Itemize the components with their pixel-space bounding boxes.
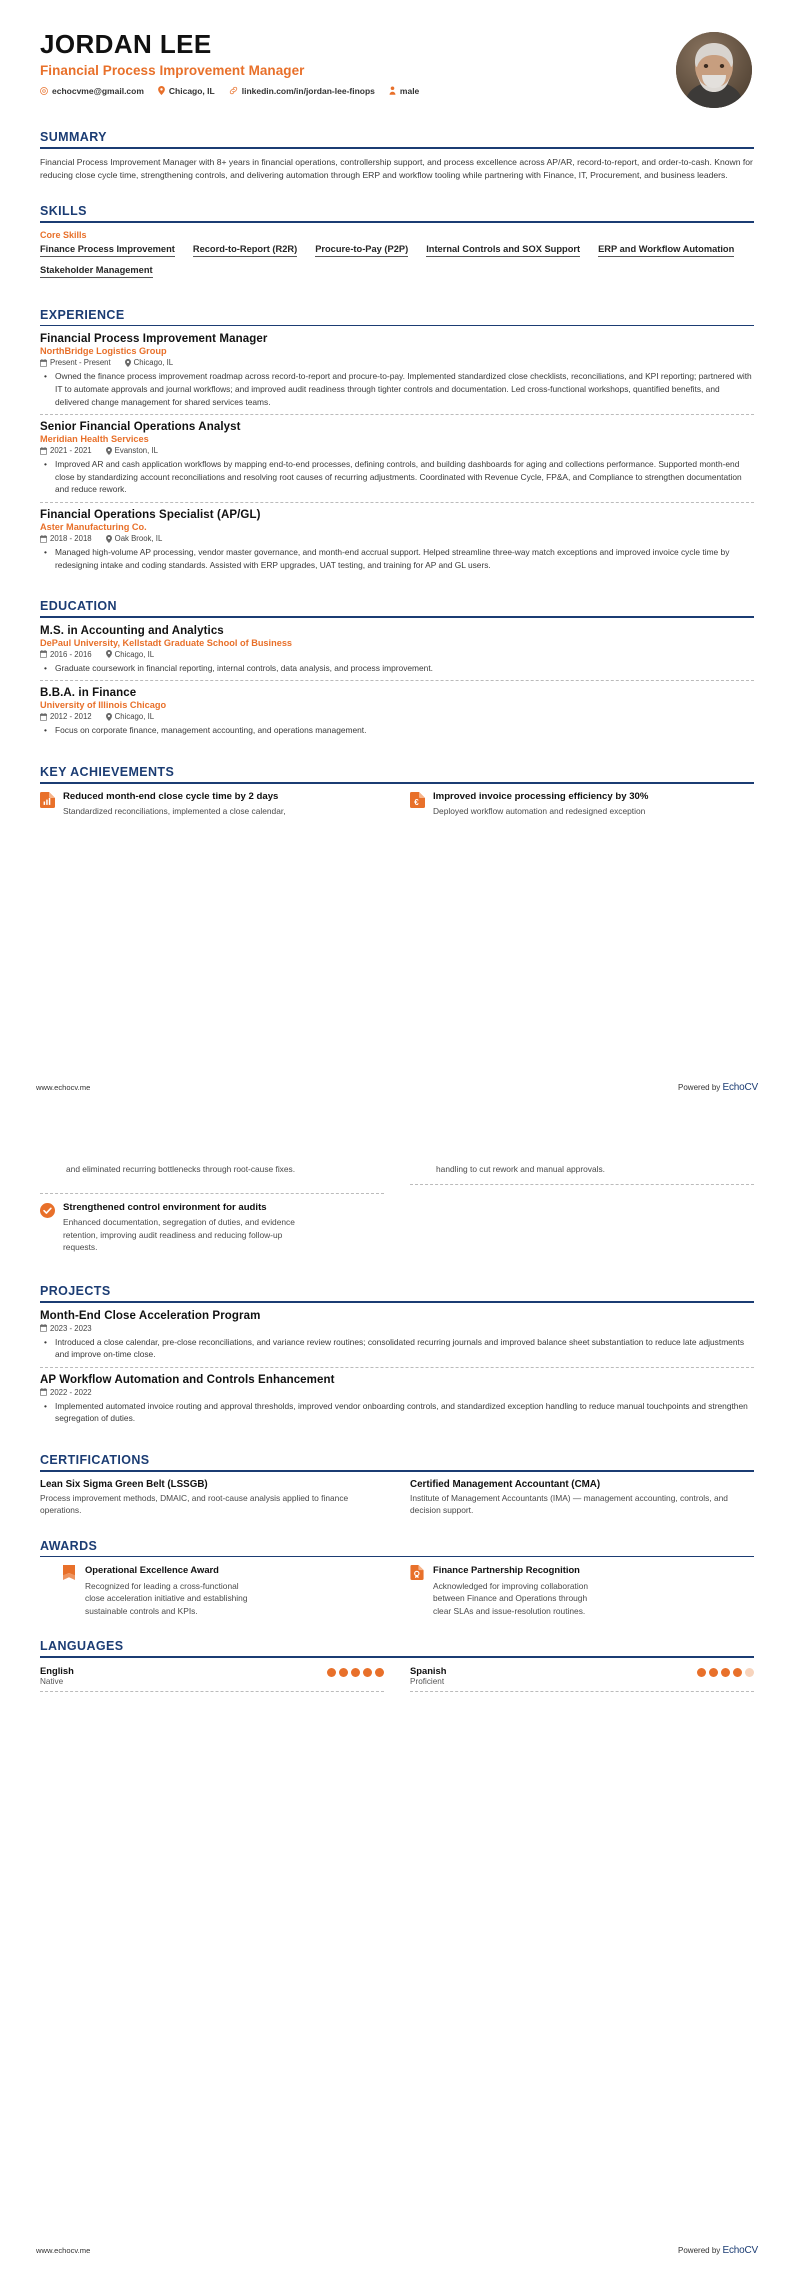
bullet-item [40, 1336, 754, 1361]
skills-group-label: Core Skills [40, 229, 87, 240]
bullet-dot: • [44, 547, 47, 558]
languages-grid [40, 1665, 754, 1692]
bullet-dot: • [44, 1400, 47, 1411]
entry-meta [40, 1324, 754, 1333]
section-rule [40, 1301, 754, 1303]
section-education [36, 599, 758, 743]
bullet-text: Managed high-volume AP processing, vendor master governance, and month-end accrual support. Helped streamline three-way match exceptions and improved invoice cycle time by redesigning intake and coding standards. Assisted with ERP upgrades, UAT testing, and training for AP and GL users. [55, 547, 730, 570]
entry-title: B.B.A. in Finance [40, 687, 137, 700]
calendar-icon [40, 535, 47, 543]
achievement-item-continued [410, 1163, 754, 1184]
avatar [676, 32, 752, 108]
contact-gender [389, 86, 419, 96]
section-skills [36, 204, 758, 286]
section-rule [40, 221, 754, 223]
person-icon [389, 86, 396, 95]
rating-dot-empty [745, 1668, 754, 1677]
location-pin-icon [158, 86, 165, 95]
achievement-desc-continued: and eliminated recurring bottlenecks through root-cause fixes. [66, 1164, 296, 1174]
bullet-dot: • [44, 459, 47, 470]
section-rule [40, 1656, 754, 1658]
entry-org: Meridian Health Services [40, 434, 149, 445]
achievement-body [433, 791, 754, 818]
achievement-desc: Deployed workflow automation and redesigned exception [433, 806, 646, 817]
entry-meta [40, 712, 754, 721]
entry-location [106, 650, 154, 659]
link-icon [229, 86, 238, 95]
education-entry [40, 625, 754, 681]
experience-entry [40, 333, 754, 414]
rating-dot-filled [697, 1668, 706, 1677]
calendar-icon [40, 650, 47, 658]
achievement-third-wrap [40, 1193, 384, 1262]
entry-title: AP Workflow Automation and Controls Enhancement [40, 1373, 335, 1386]
summary-text: Financial Process Improvement Manager with 8+ years in financial operations, controllership support, and process excellence across AP/AR, record-to-report, and order-to-cash. Known for reducing close cycle time, strengthening controls, and delivering automation through ERP and workflow tooling while partnering with Finance, IT, Procurement, and business leaders. [40, 156, 753, 180]
contact-gender-text: male [399, 85, 420, 96]
award-desc: Acknowledged for improving collaboration between Finance and Operations through clear SLAs and issue-resolution routines. [433, 1580, 589, 1616]
achievement-desc: Standardized reconciliations, implemented a close calendar, [63, 806, 286, 817]
language-name: English [40, 1664, 74, 1676]
entry-org: Aster Manufacturing Co. [40, 522, 147, 533]
project-entry [40, 1367, 754, 1431]
section-title-education: EDUCATION [40, 599, 117, 614]
entry-dates-text: 2012 - 2012 [50, 712, 92, 722]
section-title-key-achievements: KEY ACHIEVEMENTS [40, 765, 175, 780]
achievement-body [63, 1202, 384, 1254]
page-footer [36, 1082, 758, 1093]
project-entry [40, 1310, 754, 1367]
bullet-item [40, 370, 754, 408]
bullet-dot: • [44, 725, 47, 736]
contact-location [158, 86, 215, 96]
footer-brand-name: EchoCV [722, 1082, 758, 1093]
bullet-text: Introduced a close calendar, pre-close reconciliations, and variance review routines; consolidated recurring journals and improved balance sheet substantiation to reduce late adjustments and improve on-time close. [55, 1336, 745, 1360]
section-title-languages: LANGUAGES [40, 1639, 124, 1654]
entry-org: NorthBridge Logistics Group [40, 346, 167, 357]
certification-desc: Institute of Management Accountants (IMA) — management accounting, controls, and decision support. [410, 1492, 728, 1516]
language-name: Spanish [410, 1664, 447, 1676]
entry-location [106, 446, 158, 455]
bullet-item [40, 458, 754, 496]
chart-document-icon [40, 792, 55, 808]
language-item [40, 1665, 384, 1692]
entry-location [125, 358, 173, 367]
entry-dates [40, 712, 92, 721]
entry-location [106, 712, 154, 721]
contact-linkedin-text: linkedin.com/in/jordan-lee-finops [241, 85, 375, 96]
section-key-achievements-continued [36, 1163, 758, 1262]
section-title-experience: EXPERIENCE [40, 307, 125, 322]
section-rule [40, 325, 754, 327]
entry-meta [40, 358, 754, 367]
achievement-desc-continued: handling to cut rework and manual approvals. [436, 1164, 605, 1174]
skill-item: Procure-to-Pay (P2P) [315, 244, 408, 257]
location-pin-icon [106, 447, 112, 455]
language-info [410, 1665, 446, 1686]
section-languages [36, 1639, 758, 1692]
contact-email-text: echocvme@gmail.com [52, 85, 144, 96]
page-footer [36, 2245, 758, 2256]
location-pin-icon [106, 650, 112, 658]
entry-org: University of Illinois Chicago [40, 700, 167, 711]
contact-linkedin[interactable] [229, 86, 375, 96]
achievement-separator [40, 1193, 384, 1194]
section-rule [40, 147, 754, 149]
entry-bullets [40, 724, 754, 737]
calendar-icon [40, 359, 47, 367]
section-rule [40, 1470, 754, 1472]
footer-url[interactable]: www.echocv.me [36, 2246, 91, 2255]
bullet-item [40, 1400, 754, 1425]
section-rule [40, 1556, 754, 1558]
location-pin-icon [106, 713, 112, 721]
bullet-item [40, 724, 754, 737]
rating-dot-filled [709, 1668, 718, 1677]
achievements-grid [40, 791, 754, 826]
award-title: Operational Excellence Award [85, 1564, 219, 1576]
skill-item: Record-to-Report (R2R) [193, 244, 297, 257]
entry-meta [40, 534, 754, 543]
language-item [410, 1665, 754, 1692]
skill-item: Finance Process Improvement [40, 244, 175, 257]
svg-text:€: € [414, 797, 419, 807]
entry-dates-text: 2021 - 2021 [50, 446, 92, 456]
calendar-icon [40, 447, 47, 455]
achievement-item [40, 1202, 384, 1262]
section-title-awards: AWARDS [40, 1538, 98, 1553]
entry-bullets [40, 1400, 754, 1425]
certification-item [40, 1479, 384, 1517]
section-title-skills: SKILLS [40, 204, 87, 219]
skill-item: Internal Controls and SOX Support [426, 244, 580, 257]
section-awards [36, 1539, 758, 1618]
award-item [40, 1564, 384, 1617]
footer-powered-by-label: Powered by [678, 1083, 721, 1092]
bullet-text: Focus on corporate finance, management accounting, and operations management. [55, 725, 367, 736]
bullet-text: Graduate coursework in financial reporting, internal controls, data analysis, and process improvement. [55, 662, 433, 673]
entry-dates [40, 650, 92, 659]
achievement-title: Strengthened control environment for audits [63, 1201, 267, 1213]
achievement-item-continued [40, 1163, 384, 1184]
achievement-body [63, 791, 384, 818]
location-pin-icon [125, 359, 131, 367]
contact-location-text: Chicago, IL [168, 85, 215, 96]
entry-location-text: Oak Brook, IL [114, 534, 163, 544]
section-projects [36, 1284, 758, 1431]
entry-bullets [40, 662, 754, 675]
resume-page-1 [0, 0, 794, 1123]
achievement-item [40, 791, 384, 826]
entry-dates-text: 2022 - 2022 [50, 1387, 92, 1397]
entry-dates-text: 2018 - 2018 [50, 534, 92, 544]
skills-list [40, 244, 754, 286]
section-title-summary: SUMMARY [40, 130, 107, 144]
award-item [410, 1564, 754, 1617]
awards-grid [40, 1564, 754, 1617]
entry-location-text: Chicago, IL [114, 712, 155, 722]
language-rating-dots [327, 1665, 384, 1677]
bullet-text: Owned the finance process improvement roadmap across record-to-report and procure-to-pay. Implemented standardized close checklists, reconciliations, and KPI reporting; partnered with IT to automate approvals and journal workflows; and improved audit readiness through tighter controls and documentation. Led cross-functional workshops, quantified benefits, and delivered change management for shared services teams. [55, 371, 752, 407]
skill-item: ERP and Workflow Automation [598, 244, 734, 257]
entry-title: M.S. in Accounting and Analytics [40, 624, 224, 637]
award-body [85, 1564, 255, 1617]
rating-dot-filled [327, 1668, 336, 1677]
experience-entry [40, 414, 754, 502]
rating-dot-filled [375, 1668, 384, 1677]
footer-brand [678, 1082, 758, 1093]
location-pin-icon [106, 535, 112, 543]
section-key-achievements [36, 765, 758, 826]
footer-brand-name: EchoCV [722, 2245, 758, 2256]
entry-dates [40, 446, 92, 455]
achievements-grid-continued [40, 1163, 754, 1262]
achievement-title: Reduced month-end close cycle time by 2 days [63, 790, 279, 802]
bullet-text: Improved AR and cash application workflows by mapping end-to-end processes, defining controls, and building dashboards for aging and collections performance. Supported month-end close by standardizing account reconciliations and resolving root causes of recurring adjustments. Coordinated with Revenue Cycle, FP&A, and Compliance to strengthen documentation and reduce rework. [55, 459, 742, 495]
entry-location [106, 534, 163, 543]
entry-bullets [40, 458, 754, 496]
contact-row [40, 86, 676, 96]
footer-brand [678, 2245, 758, 2256]
entry-title: Financial Operations Specialist (AP/GL) [40, 509, 261, 522]
resume-page-2 [0, 1163, 794, 2286]
rating-dot-filled [363, 1668, 372, 1677]
entry-location-text: Chicago, IL [133, 358, 174, 368]
certification-title: Lean Six Sigma Green Belt (LSSGB) [40, 1478, 208, 1490]
rating-dot-filled [721, 1668, 730, 1677]
section-title-certifications: CERTIFICATIONS [40, 1452, 150, 1467]
page-title: JORDAN LEE [40, 29, 212, 59]
entry-org: DePaul University, Kellstadt Graduate School of Business [40, 637, 293, 648]
entry-location-text: Chicago, IL [114, 649, 155, 659]
entry-title: Financial Process Improvement Manager [40, 333, 268, 346]
entry-dates-text: 2016 - 2016 [50, 649, 92, 659]
achievement-body [436, 1163, 754, 1176]
entry-dates [40, 358, 111, 367]
rating-dot-filled [733, 1668, 742, 1677]
certification-desc: Process improvement methods, DMAIC, and root-cause analysis applied to finance operations. [40, 1492, 349, 1516]
entry-dates-text: Present - Present [50, 358, 111, 368]
award-title: Finance Partnership Recognition [433, 1564, 580, 1576]
contact-email[interactable] [40, 86, 144, 96]
section-title-projects: PROJECTS [40, 1283, 111, 1298]
achievement-separator [410, 1184, 754, 1185]
entry-dates-text: 2023 - 2023 [50, 1323, 92, 1333]
section-certifications [36, 1453, 758, 1517]
entry-dates [40, 534, 92, 543]
entry-bullets [40, 546, 754, 571]
rating-dot-filled [351, 1668, 360, 1677]
achievement-item [410, 791, 754, 826]
achievement-continued-right [410, 1163, 754, 1193]
calendar-icon [40, 713, 47, 721]
certification-item [410, 1479, 754, 1517]
achievement-desc: Enhanced documentation, segregation of duties, and evidence retention, improving audit readiness and reducing follow-up requests. [63, 1217, 295, 1253]
bullet-item [40, 662, 754, 675]
language-info [40, 1665, 74, 1686]
language-level: Proficient [410, 1676, 445, 1686]
section-experience [36, 308, 758, 577]
language-rating-dots [697, 1665, 754, 1677]
section-rule [40, 616, 754, 618]
bullet-dot: • [44, 1336, 47, 1347]
email-icon [40, 87, 48, 95]
bullet-dot: • [44, 371, 47, 382]
section-rule [40, 782, 754, 784]
euro-document-icon [410, 792, 425, 808]
bullet-dot: • [44, 662, 47, 673]
entry-title: Senior Financial Operations Analyst [40, 421, 241, 434]
footer-powered-by-label: Powered by [678, 2246, 721, 2255]
certification-title: Certified Management Accountant (CMA) [410, 1478, 601, 1490]
calendar-icon [40, 1388, 47, 1396]
entry-title: Month-End Close Acceleration Program [40, 1309, 261, 1322]
certifications-grid [40, 1479, 754, 1517]
achievement-body [66, 1163, 384, 1176]
entry-meta [40, 446, 754, 455]
resume-header [36, 0, 758, 108]
award-desc: Recognized for leading a cross-functional close acceleration initiative and establishing sustainable controls and KPIs. [85, 1580, 248, 1616]
rating-dot-filled [339, 1668, 348, 1677]
skill-item: Stakeholder Management [40, 265, 153, 278]
award-ribbon-icon [62, 1565, 77, 1581]
entry-dates [40, 1388, 92, 1397]
header-left [36, 30, 676, 96]
footer-url[interactable]: www.echocv.me [36, 1083, 91, 1092]
language-level: Native [40, 1676, 64, 1686]
achievement-continued-left [40, 1163, 384, 1193]
entry-meta [40, 650, 754, 659]
education-entry [40, 680, 754, 743]
section-summary [36, 130, 758, 182]
check-circle-icon [40, 1203, 55, 1219]
certificate-icon [410, 1565, 425, 1581]
entry-meta [40, 1388, 754, 1397]
bullet-text: Implemented automated invoice routing and approval thresholds, improved vendor onboarding controls, and standardized exception handling to reduce manual touchpoints and strengthen segregation of duties. [55, 1400, 748, 1424]
achievement-title: Improved invoice processing efficiency by 30% [433, 790, 649, 802]
bullet-item [40, 546, 754, 571]
calendar-icon [40, 1324, 47, 1332]
entry-location-text: Evanston, IL [114, 446, 158, 456]
job-title: Financial Process Improvement Manager [40, 62, 305, 78]
award-body [433, 1564, 603, 1617]
entry-bullets [40, 1336, 754, 1361]
entry-dates [40, 1324, 92, 1333]
entry-bullets [40, 370, 754, 408]
experience-entry [40, 502, 754, 577]
